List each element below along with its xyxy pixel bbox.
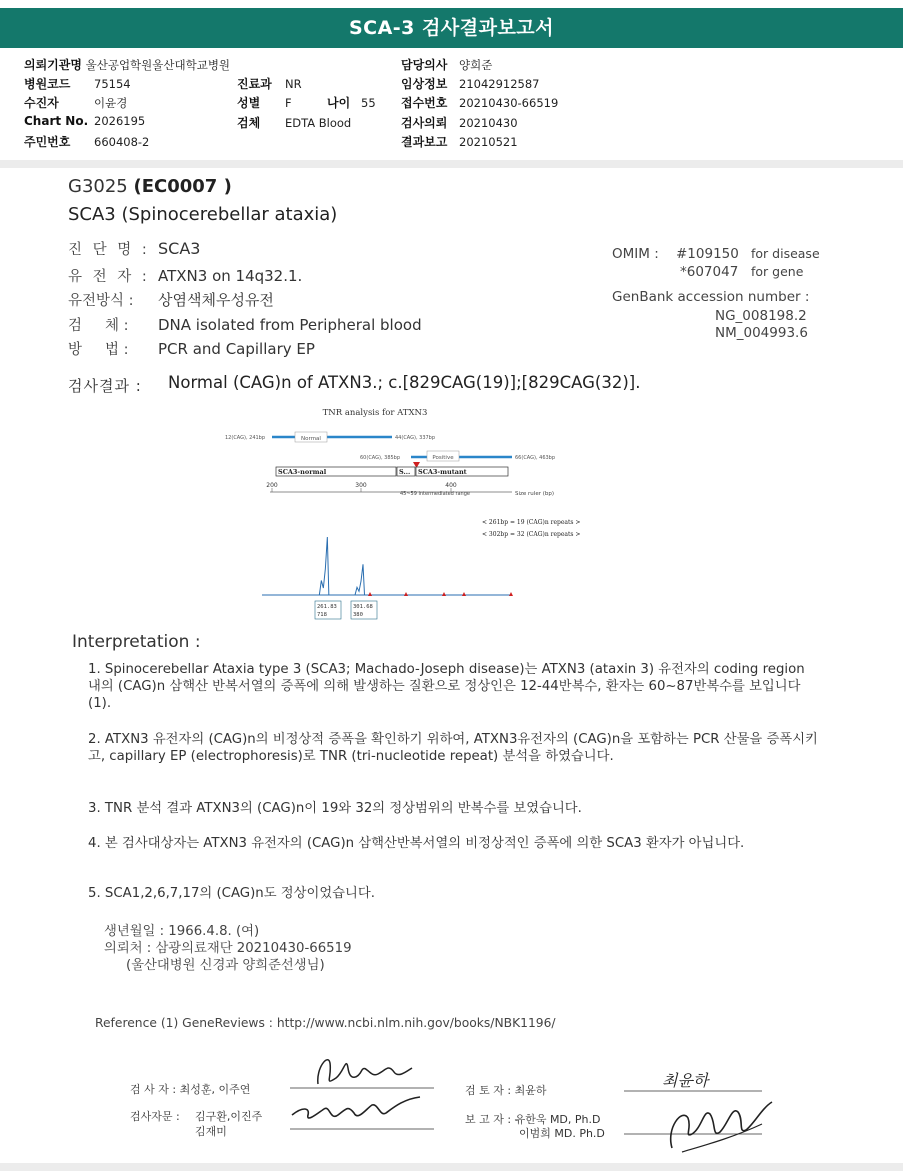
- interpretation-item-3: 3. TNR 분석 결과 ATXN3의 (CAG)n이 19와 32의 정상범위의 반복수를 보였습니다.: [88, 801, 582, 816]
- omim-disease-number: #109150: [676, 246, 739, 262]
- test-name: SCA3 (Spinocerebellar ataxia): [68, 204, 338, 225]
- ruler-label-300: 300: [355, 482, 367, 489]
- size-standard-marker: [368, 592, 372, 596]
- interpretation-item-5: 5. SCA1,2,6,7,17의 (CAG)n도 정상이었습니다.: [88, 886, 375, 901]
- advisor-signature: [288, 1093, 438, 1135]
- header-field-sex: 성별 F: [237, 96, 292, 110]
- positive-range-end-label: 66(CAG), 463bp: [515, 455, 556, 461]
- reporter-signature: [622, 1088, 782, 1162]
- advisor-names-1: 김구환,이진주: [195, 1110, 263, 1123]
- genbank-label: GenBank accession number :: [612, 289, 810, 305]
- header-field-patient: 수진자 이윤경: [24, 96, 128, 110]
- requesting-doctor: (울산대병원 신경과 양희준선생님): [126, 958, 325, 973]
- result-value: Normal (CAG)n of ATXN3.; c.[829CAG(19)];[829CAG(32)].: [168, 373, 641, 392]
- advisor-names-2: 김재미: [195, 1125, 227, 1138]
- request-institution: 의뢰처 : 삼광의료재단 20210430-66519: [104, 941, 352, 956]
- ruler-label-400: 400: [445, 482, 457, 489]
- ruler-axis-label: Size ruler (bp): [515, 491, 554, 497]
- header-field-request-date: 검사의뢰 20210430: [401, 116, 518, 130]
- field-row-specimen: 검 체 : DNA isolated from Peripheral blood: [68, 316, 422, 334]
- field-row-diagnosis: 진 단 명 : SCA3: [68, 239, 201, 258]
- header-divider: [0, 160, 903, 168]
- normal-range-text: Normal: [301, 436, 321, 442]
- size-standard-marker: [442, 592, 446, 596]
- header-field-department: 진료과 NR: [237, 77, 302, 91]
- tnr-analysis-chart: [220, 402, 610, 627]
- positive-range-start-label: 60(CAG), 385bp: [360, 455, 401, 461]
- field-row-inheritance: 유전방식 : 상염색체우성유전: [68, 291, 274, 309]
- reporter-2: 이범희 MD. Ph.D: [519, 1127, 605, 1140]
- tnr-chart-svg: [220, 402, 610, 627]
- field-row-method: 방 법 : PCR and Capillary EP: [68, 340, 315, 358]
- reporter-label: 보 고 자 : 유한욱 MD, Ph.D: [465, 1113, 601, 1126]
- size-standard-marker: [462, 592, 466, 596]
- peak-2-height: 380: [353, 612, 363, 618]
- result-label: 검사결과 :: [68, 377, 142, 395]
- positive-range-text: Positive: [432, 455, 454, 461]
- header-field-hospital-code: 병원코드 75154: [24, 77, 131, 91]
- omim-disease-text: for disease: [751, 246, 820, 261]
- field-row-gene: 유 전 자 : ATXN3 on 14q32.1.: [68, 267, 303, 285]
- header-field-resident-no: 주민번호 660408-2: [24, 135, 150, 149]
- patient-info-header: [0, 48, 903, 161]
- peak-1-height: 718: [317, 612, 327, 618]
- omim-label: OMIM :: [612, 246, 659, 262]
- electropherogram: [262, 537, 513, 596]
- advisor-label: 검사자문 :: [130, 1110, 180, 1123]
- intermediate-range-label: 45~59 intermediated range: [400, 491, 470, 497]
- peak-2-size: 301.68: [353, 604, 373, 610]
- interpretation-item-2: 2. ATXN3 유전자의 (CAG)n의 비정상적 증폭을 확인하기 위하여, ATXN3유전자의 (CAG)n을 포함하는 PCR 산물을 증폭시키고, capillary EP (electrophoresis)로 TNR (tri-nucleotide repeat) 분석을 하였습니다.: [88, 732, 818, 764]
- tester-label: 검 사 자 : 최성훈, 이주연: [130, 1083, 251, 1096]
- peak-1-size: 261.83: [317, 604, 337, 610]
- header-field-institution: 의뢰기관명 울산공업학원울산대학교병원: [24, 58, 231, 72]
- svg-text:최윤하: 최윤하: [662, 1071, 709, 1090]
- reference-citation: Reference (1) GeneReviews : http://www.ncbi.nlm.nih.gov/books/NBK1196/: [95, 1016, 556, 1030]
- header-field-report-date: 결과보고 20210521: [401, 135, 518, 149]
- trace-peak-1: [319, 537, 329, 595]
- peak-note-1: < 261bp = 19 (CAG)n repeats >: [482, 519, 581, 526]
- trace-peak-2: [355, 564, 365, 595]
- chart-title: TNR analysis for ATXN3: [322, 408, 428, 418]
- header-field-clinical-info: 임상정보 21042912587: [401, 77, 540, 91]
- omim-gene-text: for gene: [751, 264, 804, 279]
- report-title: SCA-3 검사결과보고서: [0, 8, 903, 48]
- test-code: G3025 (EC0007 ): [68, 176, 232, 197]
- sca3-normal-label: SCA3-normal: [278, 468, 327, 476]
- header-field-chart-no: Chart No. 2026195: [24, 114, 146, 128]
- reviewer-label: 검 토 자 : 최윤하: [465, 1084, 547, 1097]
- intermediate-label: S...: [399, 468, 411, 476]
- header-field-receipt-no: 접수번호 20210430-66519: [401, 96, 559, 110]
- ruler-label-200: 200: [266, 482, 278, 489]
- header-field-specimen: 검체 EDTA Blood: [237, 116, 352, 130]
- peak-note-2: < 302bp = 32 (CAG)n repeats >: [482, 531, 581, 538]
- normal-range-end-label: 44(CAG), 337bp: [395, 435, 436, 441]
- interpretation-item-4: 4. 본 검사대상자는 ATXN3 유전자의 (CAG)n 삼핵산반복서열의 비정상적인 증폭에 의한 SCA3 환자가 아닙니다.: [88, 836, 745, 851]
- sca3-mutant-label: SCA3-mutant: [418, 468, 467, 476]
- genbank-accession-2: NM_004993.6: [715, 325, 808, 341]
- interpretation-heading: Interpretation :: [72, 632, 201, 652]
- header-field-physician: 담당의사 양희준: [401, 58, 493, 72]
- tester-signature: [288, 1048, 438, 1096]
- interpretation-item-1: 1. Spinocerebellar Ataxia type 3 (SCA3; Machado-Joseph disease)는 ATXN3 (ataxin 3) 유전자의 coding region 내의 (CAG)n 삼핵산 반복서열의 증폭에 의해 발생하는 질환으로 정상인은 12-44반복수, 환자는 60~87반복수를 보입니다 (1).: [88, 662, 805, 711]
- omim-gene-number: *607047: [680, 264, 739, 280]
- footer-bar: [0, 1163, 903, 1171]
- birth-date: 생년월일 : 1966.4.8. (여): [104, 924, 260, 939]
- size-standard-marker: [404, 592, 408, 596]
- normal-range-start-label: 12(CAG), 241bp: [225, 435, 266, 441]
- header-field-age: 나이 55: [327, 96, 376, 110]
- genbank-accession-1: NG_008198.2: [715, 308, 807, 324]
- size-standard-marker: [509, 592, 513, 596]
